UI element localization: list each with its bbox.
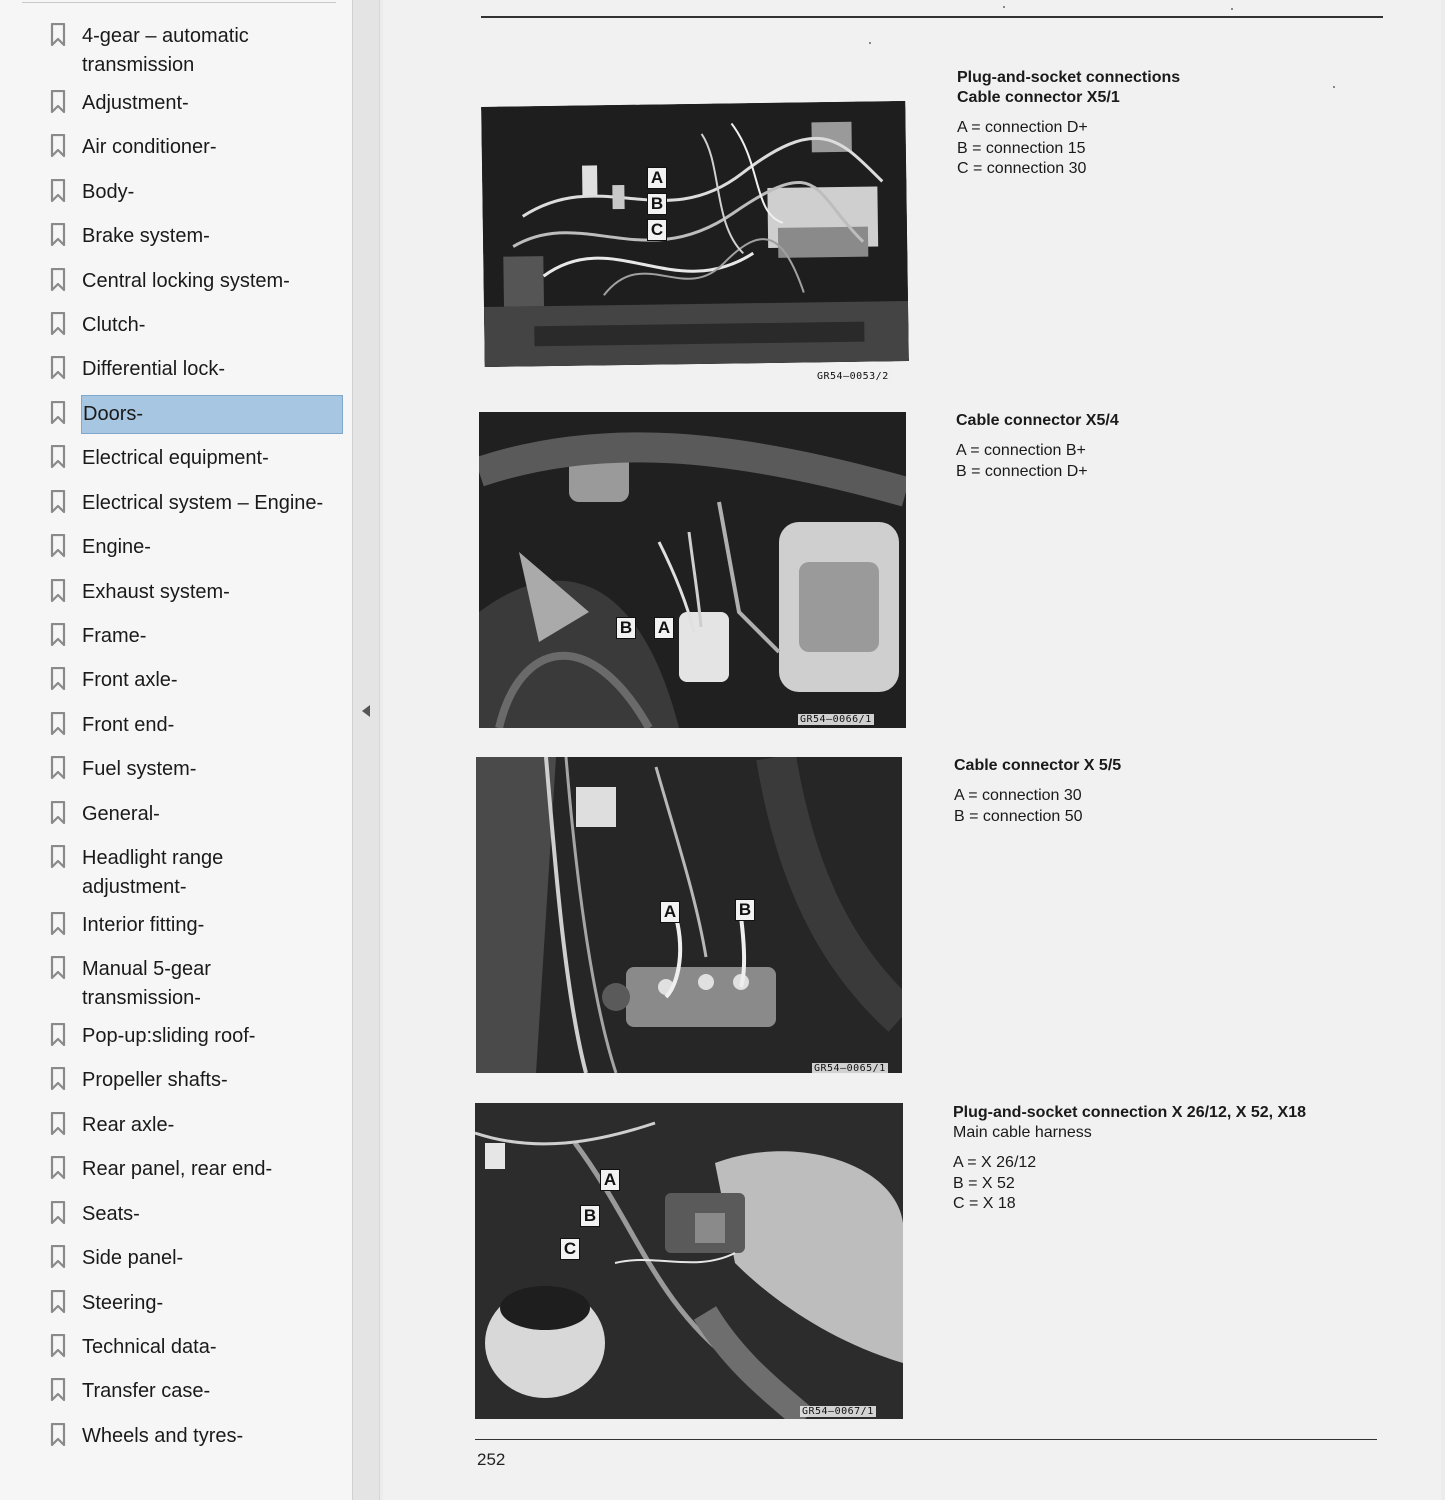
caption-subtitle: Main cable harness — [953, 1124, 1092, 1141]
caption-legend — [956, 441, 1119, 482]
callout-label: B — [616, 617, 636, 639]
caption-legend — [957, 118, 1180, 180]
figure-photo-starter-terminals — [476, 757, 902, 1073]
bookmark-label: Adjustment- — [82, 92, 189, 114]
figure-photo-alternator — [479, 412, 906, 728]
bookmark-icon — [50, 845, 66, 869]
bookmark-icon — [50, 445, 66, 469]
sidebar-splitter[interactable] — [353, 0, 380, 1500]
bookmark-icon — [50, 401, 66, 425]
header-rule — [481, 16, 1383, 18]
bookmark-icon — [50, 623, 66, 647]
callout-label: B — [580, 1205, 600, 1227]
bookmark-icon — [50, 667, 66, 691]
bookmark-label: Engine- — [82, 536, 151, 558]
bookmark-icon — [50, 1112, 66, 1136]
figure-caption — [953, 1103, 1306, 1215]
bookmark-label: Rear panel, rear end- — [82, 1158, 273, 1180]
bookmark-label: Headlight range adjustment- — [82, 847, 224, 898]
bookmark-icon — [50, 223, 66, 247]
legend-entry: C = X 18 — [953, 1195, 1016, 1212]
page-number: 252 — [477, 1450, 506, 1469]
bookmark-icon — [50, 134, 66, 158]
bookmark-icon — [50, 356, 66, 380]
bookmark-icon — [50, 1290, 66, 1314]
scan-speck — [869, 42, 871, 44]
figure-id: GR54—0065/1 — [814, 1063, 886, 1074]
caption-legend — [954, 786, 1121, 827]
bookmark-label: Central locking system- — [82, 270, 290, 292]
callout-label: C — [647, 219, 667, 241]
bookmark-label: Front axle- — [82, 669, 178, 691]
bookmark-icon — [50, 1023, 66, 1047]
bookmark-icon — [50, 90, 66, 114]
legend-entry: A = X 26/12 — [953, 1154, 1037, 1171]
bookmark-label: Differential lock- — [82, 358, 226, 380]
bookmark-label: Electrical system – Engine- — [82, 492, 324, 514]
bookmark-icon — [50, 23, 66, 47]
bookmark-icon — [50, 1201, 66, 1225]
bookmark-label: Technical data- — [82, 1336, 217, 1358]
footer-rule — [475, 1439, 1377, 1440]
callout-label: A — [660, 901, 680, 923]
legend-entry: B = connection 50 — [954, 807, 1083, 825]
bookmark-icon — [50, 312, 66, 336]
legend-entry: B = X 52 — [953, 1174, 1015, 1192]
bookmarks-sidebar — [0, 0, 353, 1500]
bookmark-label: Seats- — [82, 1203, 140, 1225]
scan-speck — [1333, 86, 1335, 88]
figure-caption — [956, 411, 1119, 482]
bookmark-icon — [50, 712, 66, 736]
bookmark-icon — [50, 912, 66, 936]
bookmark-icon — [50, 534, 66, 558]
bookmark-label: 4-gear – automatic transmission — [82, 25, 249, 76]
legend-entry: B = connection 15 — [957, 139, 1086, 157]
legend-entry: B = connection D+ — [956, 462, 1088, 480]
callout-label: A — [654, 617, 674, 639]
bookmark-label: Air conditioner- — [82, 136, 217, 158]
caption-title: Cable connector X5/1 — [957, 89, 1120, 106]
callout-label: B — [735, 899, 755, 921]
caption-title: Cable connector X 5/5 — [954, 757, 1122, 774]
figure-photo-engine-fusebox — [481, 101, 909, 367]
callout-label: A — [600, 1169, 620, 1191]
bookmark-label: Rear axle- — [82, 1114, 175, 1136]
scan-speck — [1003, 6, 1005, 8]
bookmark-icon — [50, 1245, 66, 1269]
bookmark-label: Body- — [82, 181, 135, 203]
bookmark-icon — [50, 1156, 66, 1180]
bookmark-icon — [50, 490, 66, 514]
legend-entry: A = connection B+ — [956, 442, 1086, 459]
triangle-left-icon[interactable] — [361, 704, 371, 723]
bookmark-icon — [50, 268, 66, 292]
bookmark-icon — [50, 1067, 66, 1091]
figure-id: GR54—0053/2 — [817, 371, 889, 382]
bookmark-label: Exhaust system- — [82, 581, 230, 603]
caption-title: Cable connector X5/4 — [956, 412, 1119, 429]
callout-label: C — [560, 1238, 580, 1260]
scan-speck — [1231, 8, 1233, 10]
legend-entry: A = connection D+ — [957, 119, 1088, 136]
bookmark-label: Fuel system- — [82, 758, 197, 780]
bookmark-label: General- — [82, 803, 160, 825]
bookmark-label: Front end- — [82, 714, 175, 736]
bookmark-icon — [50, 756, 66, 780]
bookmark-label: Wheels and tyres- — [82, 1425, 244, 1447]
bookmark-icon — [50, 1334, 66, 1358]
document-page — [383, 0, 1441, 1500]
legend-entry: A = connection 30 — [954, 787, 1082, 804]
caption-legend — [953, 1153, 1306, 1215]
bookmark-label: Doors- — [81, 395, 343, 434]
bookmark-icon — [50, 1423, 66, 1447]
bookmark-icon — [50, 956, 66, 980]
figure-caption — [954, 756, 1121, 827]
bookmark-label: Brake system- — [82, 225, 210, 247]
caption-title: Plug-and-socket connection X 26/12, X 52, X18 — [953, 1104, 1307, 1121]
bookmark-label: Clutch- — [82, 314, 146, 336]
sidebar-top-divider — [22, 2, 336, 3]
caption-title: Plug-and-socket connections — [957, 69, 1181, 86]
bookmark-label: Propeller shafts- — [82, 1069, 228, 1091]
callout-label: B — [647, 193, 667, 215]
bookmark-icon — [50, 579, 66, 603]
figure-id: GR54—0066/1 — [800, 714, 872, 725]
bookmark-icon — [50, 1378, 66, 1402]
bookmark-label: Interior fitting- — [82, 914, 205, 936]
bookmark-label: Manual 5-gear transmission- — [82, 958, 211, 1009]
bookmark-icon — [50, 801, 66, 825]
bookmark-label: Frame- — [82, 625, 147, 647]
bookmark-icon — [50, 179, 66, 203]
figure-photo-main-harness — [475, 1103, 903, 1419]
legend-entry: C = connection 30 — [957, 160, 1087, 177]
callout-label: A — [647, 167, 667, 189]
bookmark-label: Pop-up:sliding roof- — [82, 1025, 256, 1047]
figure-id: GR54—0067/1 — [802, 1406, 874, 1417]
bookmark-label: Steering- — [82, 1292, 164, 1314]
figure-caption — [957, 68, 1180, 180]
bookmark-label: Electrical equipment- — [82, 447, 269, 469]
bookmark-label: Transfer case- — [82, 1380, 211, 1402]
bookmark-label: Side panel- — [82, 1247, 184, 1269]
